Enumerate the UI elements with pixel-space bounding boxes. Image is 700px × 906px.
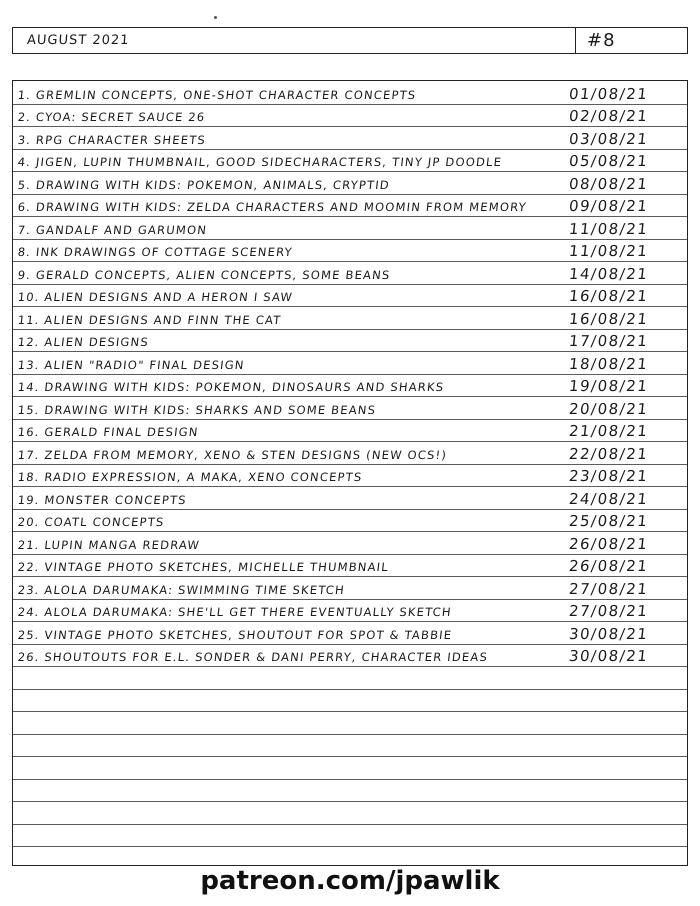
entry-description: 1. GREMLIN CONCEPTS, ONE-SHOT CHARACTER CONCEPTS [17,87,418,102]
list-item [13,284,687,307]
entry-description: 24. ALOLA DARUMAKA: SHE'LL GET THERE EVENTUALLY SKETCH [17,605,453,619]
list-item [13,441,687,464]
entry-description: 25. VINTAGE PHOTO SKETCHES, SHOUTOUT FOR SPOT & TABBIE [17,627,454,642]
list-item [13,239,687,262]
page-title: AUGUST 2021 [26,33,130,48]
ruled-line [13,666,687,667]
list-item [13,396,687,419]
entry-date: 14/08/21 [568,264,650,283]
entry-description: 6. DRAWING WITH KIDS: ZELDA CHARACTERS AND MOOMIN FROM MEMORY [17,200,528,214]
entry-date: 08/08/21 [568,174,650,193]
entry-date: 11/08/21 [568,242,650,260]
ruled-line [13,779,687,780]
entry-description: 19. MONSTER CONCEPTS [17,492,188,507]
ruled-line [13,711,687,712]
list-item [13,531,687,554]
list-item [13,374,687,397]
page-number: #8 [587,30,616,51]
list-item [13,261,687,284]
list-item [13,621,687,644]
entry-description: 20. COATL CONCEPTS [17,515,166,529]
list-item [13,351,687,374]
entry-description: 14. DRAWING WITH KIDS: POKEMON, DINOSAURS AND SHARKS [17,380,446,394]
entry-date: 16/08/21 [568,287,650,305]
ruled-line [13,689,687,690]
entry-description: 16. GERALD FINAL DESIGN [17,425,200,439]
list-item [13,194,687,217]
entry-date: 21/08/21 [568,422,650,440]
entry-description: 23. ALOLA DARUMAKA: SWIMMING TIME SKETCH [17,582,346,597]
list-item [13,216,687,239]
entry-description: 8. INK DRAWINGS OF COTTAGE SCENERY [17,245,294,259]
entry-date: 27/08/21 [568,579,650,598]
list-item [13,104,687,127]
header-box [12,27,688,54]
entry-date: 20/08/21 [568,399,650,418]
entry-date: 11/08/21 [568,219,650,238]
entry-date: 25/08/21 [568,512,650,530]
entry-description: 15. DRAWING WITH KIDS: SHARKS AND SOME BEANS [17,402,377,417]
list-item [13,171,687,194]
ruled-line [13,824,687,825]
list-item [13,599,687,622]
list-item [13,306,687,329]
entry-description: 5. DRAWING WITH KIDS: POKEMON, ANIMALS, CRYPTID [17,177,391,192]
entry-date: 02/08/21 [568,107,650,125]
ruled-line [13,801,687,802]
list-item [13,126,687,149]
entry-date: 27/08/21 [568,602,650,620]
list-item [13,81,687,104]
entry-description: 7. GANDALF AND GARUMON [17,222,208,237]
ruled-line [13,756,687,757]
entry-date: 05/08/21 [568,152,650,170]
header-divider [575,28,576,53]
entry-date: 18/08/21 [568,354,650,373]
entry-description: 18. RADIO EXPRESSION, A MAKA, XENO CONCEPTS [17,470,364,484]
entry-date: 17/08/21 [568,332,650,350]
entry-date: 24/08/21 [568,489,650,508]
entry-description: 17. ZELDA FROM MEMORY, XENO & STEN DESIGNS (NEW OCS!) [17,447,448,462]
list-item [13,486,687,509]
entry-date: 26/08/21 [568,557,650,575]
paper-dot [214,16,217,19]
list-item [13,149,687,172]
entry-description: 12. ALIEN DESIGNS [17,335,150,349]
entry-description: 4. JIGEN, LUPIN THUMBNAIL, GOOD SIDECHARACTERS, TINY JP DOODLE [17,155,503,169]
entry-description: 9. GERALD CONCEPTS, ALIEN CONCEPTS, SOME BEANS [17,267,392,282]
entry-description: 10. ALIEN DESIGNS AND A HERON I SAW [17,290,294,304]
entry-date: 16/08/21 [568,309,650,328]
entry-date: 19/08/21 [568,377,650,395]
entry-description: 3. RPG CHARACTER SHEETS [17,132,207,147]
list-item [13,509,687,532]
entry-date: 22/08/21 [568,444,650,463]
entry-date: 30/08/21 [568,647,650,665]
entry-description: 13. ALIEN "RADIO" FINAL DESIGN [17,357,246,372]
list-item [13,419,687,442]
entry-date: 09/08/21 [568,197,650,215]
entry-date: 01/08/21 [568,84,650,103]
entry-description: 26. SHOUTOUTS FOR E.L. SONDER & DANI PERRY, CHARACTER IDEAS [17,650,489,664]
entry-description: 21. LUPIN MANGA REDRAW [17,537,201,552]
entry-date: 30/08/21 [568,624,650,643]
entry-description: 22. VINTAGE PHOTO SKETCHES, MICHELLE THUMBNAIL [17,560,390,574]
list-item [13,329,687,352]
list-item [13,644,687,667]
entry-date: 23/08/21 [568,467,650,485]
entry-description: 11. ALIEN DESIGNS AND FINN THE CAT [17,312,283,327]
entry-date: 03/08/21 [568,129,650,148]
list-item [13,464,687,487]
entry-description: 2. CYOA: SECRET SAUCE 26 [17,110,207,124]
list-item [13,554,687,577]
entry-date: 26/08/21 [568,534,650,553]
watermark: patreon.com/jpawlik [200,866,500,896]
ruled-line [13,846,687,847]
lined-sheet [12,80,688,866]
list-item [13,576,687,599]
ruled-line [13,734,687,735]
